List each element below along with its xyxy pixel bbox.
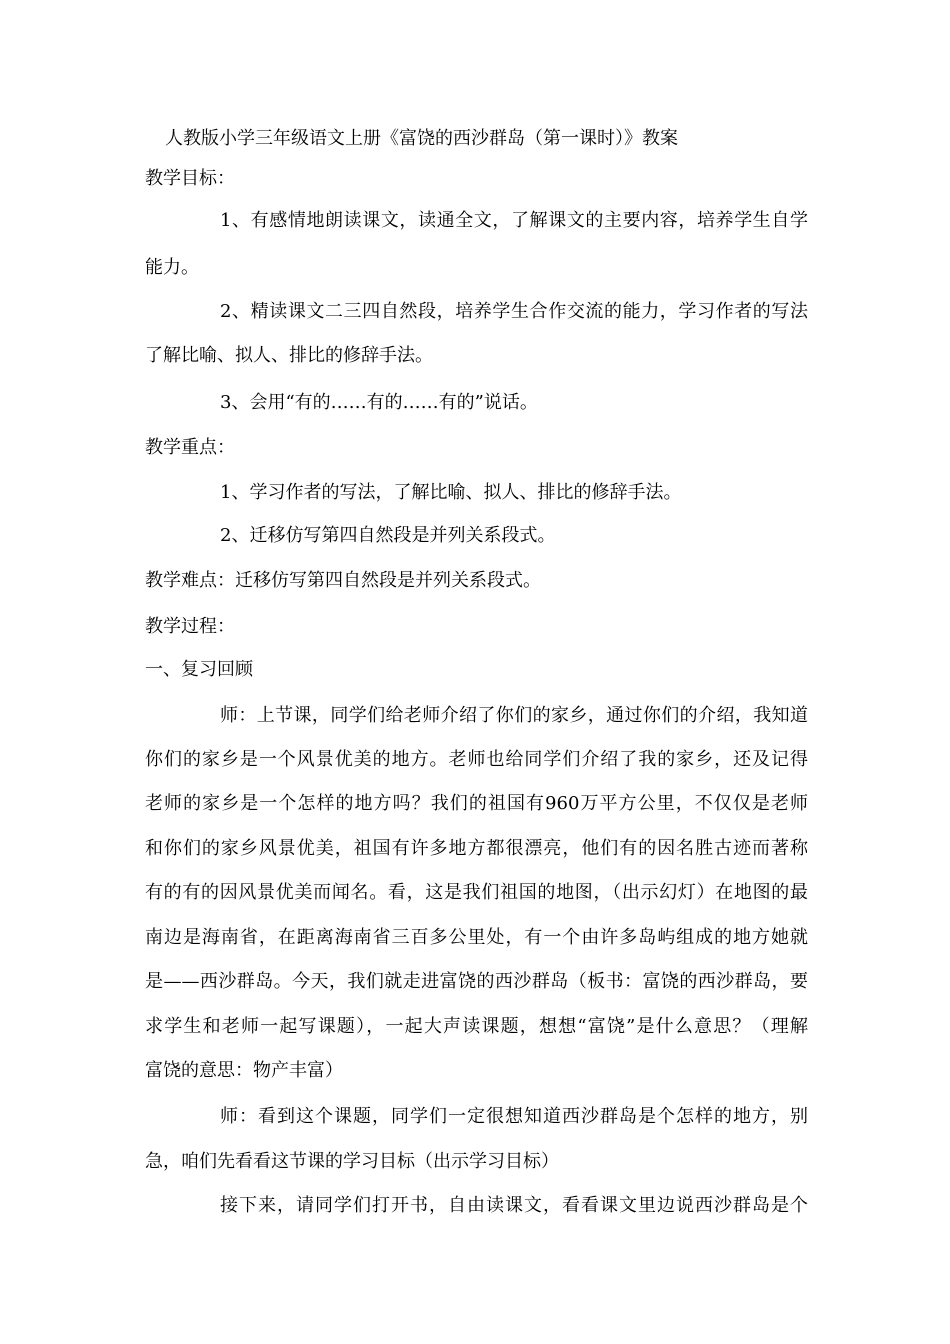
paragraph-line: 是——西沙群岛。今天，我们就走进富饶的西沙群岛（板书：富饶的西沙群岛，要 bbox=[145, 971, 808, 992]
paragraph-line: 能力。 bbox=[145, 257, 199, 278]
heading-key-points: 教学重点： bbox=[145, 437, 235, 458]
paragraph-line: 急，咱们先看看这节课的学习目标（出示学习目标） bbox=[145, 1151, 559, 1172]
document-title: 人教版小学三年级语文上册《富饶的西沙群岛（第一课时）》教案 bbox=[165, 128, 678, 149]
heading-difficulty: 教学难点：迁移仿写第四自然段是并列关系段式。 bbox=[145, 570, 541, 591]
paragraph-line: 富饶的意思：物产丰富） bbox=[145, 1060, 343, 1081]
paragraph-line: 1、有感情地朗读课文，读通全文，了解课文的主要内容，培养学生自学 bbox=[220, 210, 808, 231]
section-heading-review: 一、复习回顾 bbox=[145, 659, 253, 680]
paragraph-line: 接下来，请同学们打开书，自由读课文，看看课文里边说西沙群岛是个 bbox=[220, 1195, 808, 1216]
paragraph-line: 了解比喻、拟人、排比的修辞手法。 bbox=[145, 345, 433, 366]
paragraph-line: 2、精读课文二三四自然段，培养学生合作交流的能力，学习作者的写法 bbox=[220, 301, 808, 322]
paragraph-line: 南边是海南省，在距离海南省三百多公里处，有一个由许多岛屿组成的地方她就 bbox=[145, 927, 808, 948]
paragraph-line: 你们的家乡是一个风景优美的地方。老师也给同学们介绍了我的家乡，还及记得 bbox=[145, 749, 808, 770]
paragraph-line: 有的有的因风景优美而闻名。看，这是我们祖国的地图，（出示幻灯）在地图的最 bbox=[145, 882, 808, 903]
paragraph-line: 3、会用“有的……有的……有的”说话。 bbox=[220, 392, 538, 413]
paragraph-line: 师：看到这个课题，同学们一定很想知道西沙群岛是个怎样的地方，别 bbox=[220, 1106, 808, 1127]
paragraph-line: 和你们的家乡风景优美，祖国有许多地方都很漂亮，他们有的因名胜古迹而著称 bbox=[145, 838, 808, 859]
heading-teaching-process: 教学过程： bbox=[145, 616, 235, 637]
paragraph-line: 师：上节课，同学们给老师介绍了你们的家乡，通过你们的介绍，我知道 bbox=[220, 705, 808, 726]
paragraph-line: 2、迁移仿写第四自然段是并列关系段式。 bbox=[220, 525, 556, 546]
paragraph-line: 老师的家乡是一个怎样的地方吗？我们的祖国有960万平方公里，不仅仅是老师 bbox=[145, 793, 808, 814]
heading-teaching-goals: 教学目标： bbox=[145, 168, 235, 189]
paragraph-line: 求学生和老师一起写课题），一起大声读课题，想想“富饶”是什么意思？（理解 bbox=[145, 1016, 808, 1037]
paragraph-line: 1、学习作者的写法，了解比喻、拟人、排比的修辞手法。 bbox=[220, 482, 682, 503]
